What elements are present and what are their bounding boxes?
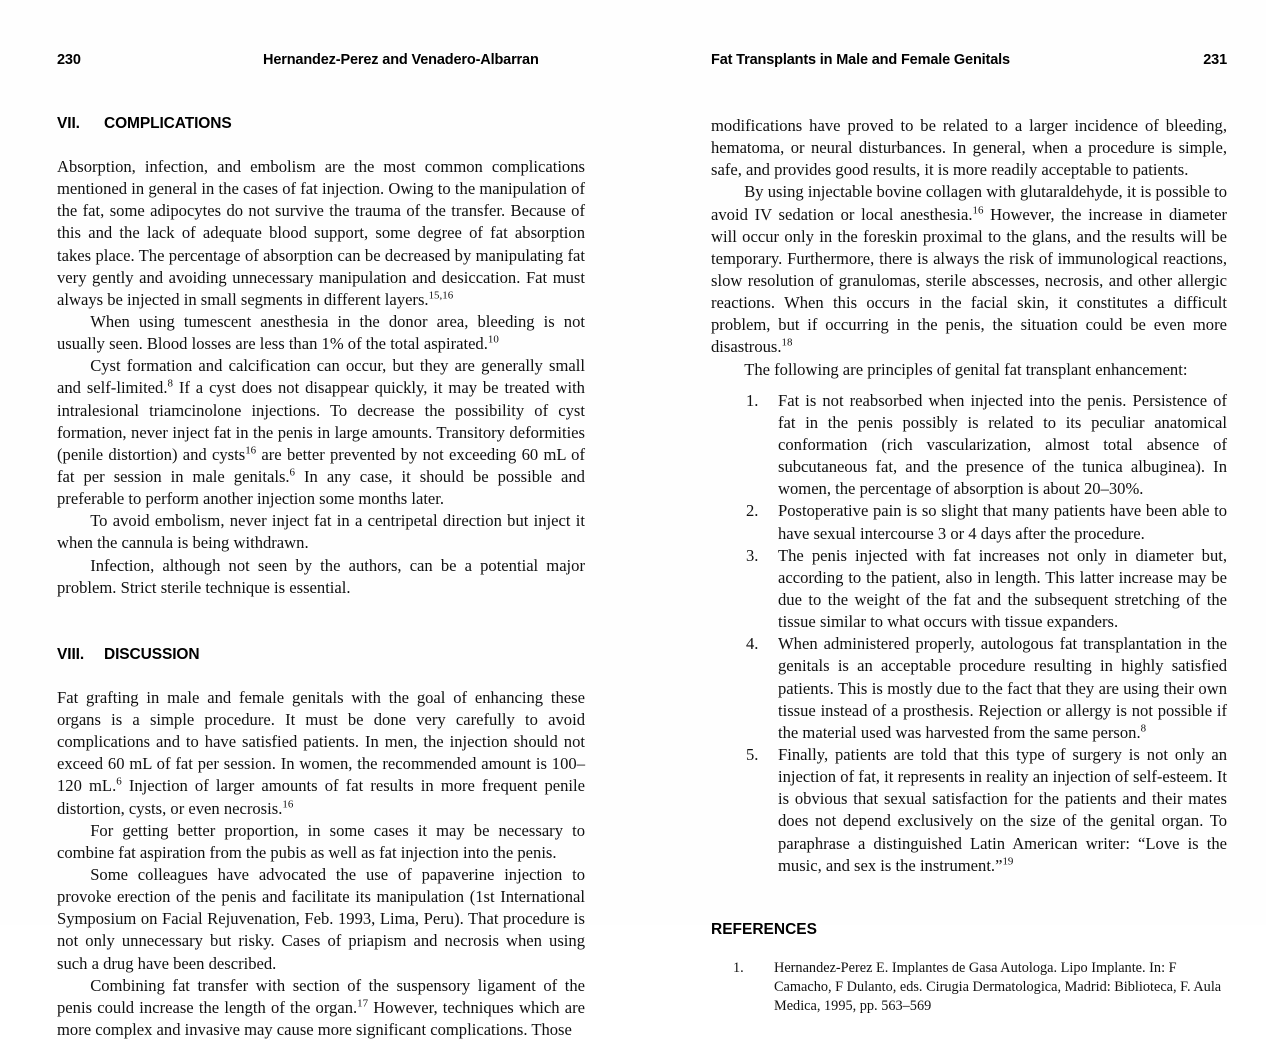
paragraph-suspensory-ligament-text-b: However, techniques which are more complex and invasive may cause more significant complications. Those: [57, 997, 585, 1039]
paragraph-modifications: modifications have proved to be related to a larger incidence of bleeding, hematoma, or neural disturbances. In general, when a procedure is simple, safe, and provides good results, it is more readily acceptable to patients.: [711, 116, 1227, 180]
paragraph-infection: Infection, although not seen by the authors, can be a potential major problem. Strict sterile technique is essential.: [57, 555, 585, 597]
list-item-marker: 1.: [746, 390, 759, 410]
paragraph-cyst-text-c: are better prevented by not exceeding 60 mL of fat per session in male genitals.: [57, 444, 585, 486]
paragraph-cyst: [57, 355, 585, 510]
paragraph-fat-grafting-text-b: Injection of larger amounts of fat results in more frequent penile distortion, cysts, or even necrosis.: [57, 776, 586, 818]
paragraph-proportion: For getting better proportion, in some cases it may be necessary to combine fat aspiration from the pubis as well as fat injection into the penis.: [57, 820, 585, 862]
paragraph-fat-grafting-text-a: Fat grafting in male and female genitals with the goal of enhancing these organs is a simple procedure. It must be done very carefully to avoid complications and to have satisfied patients. In men, the injection should not exceed 60 mL of fat per session. In women, the recommended amount is 100–120 mL.: [57, 687, 585, 796]
list-item-marker: 4.: [746, 634, 759, 654]
paragraph-fat-grafting: [57, 687, 585, 820]
footnote-ref-15-16: 15,16: [428, 289, 454, 302]
list-item-footnote-ref: 19: [1002, 855, 1014, 868]
list-item: [711, 545, 1227, 634]
footnote-ref-18: 18: [781, 336, 793, 349]
list-item-text: Postoperative pain is so slight that many patients have been able to have sexual intercourse 3 or 4 days after the procedure.: [778, 501, 1227, 543]
list-item: [711, 390, 1227, 501]
running-title-left: Hernandez-Perez and Venadero-Albarran: [263, 52, 539, 68]
right-page: [633, 0, 1266, 1014]
reference-item-marker: 1.: [733, 959, 744, 976]
paragraph-cyst-text-b: If a cyst does not disappear quickly, it may be treated with intralesional triamcinolone injections. To decrease the possibility of cyst formation, never inject fat in the penis in large amounts. Transitory deformities (penile distortion) and cysts: [57, 378, 585, 464]
page-number-right: 231: [1203, 52, 1227, 68]
paragraph-cyst-text-d: In any case, it should be possible and preferable to perform another injection some months later.: [57, 466, 585, 509]
paragraph-suspensory-ligament: [57, 975, 585, 1041]
list-item: [711, 744, 1227, 877]
section-numeral-vii: VII.: [57, 115, 80, 132]
paragraph-bovine-collagen-text-b: However, the increase in diameter will occur only in the foreskin proximal to the glans, and the results will be temporary. Furthermore, there is always the risk of immunological reactions, slow resolution of granulomas, sterile abscesses, necrosis, and other allergic reactions. When this occurs in the facial skin, it constitutes a difficult problem, but if occurring in the penis, the situation could be even more disastrous.: [711, 204, 1227, 357]
footnote-ref-16b: 16: [282, 797, 294, 810]
references-section: [711, 921, 1227, 1016]
footnote-ref-16: 16: [245, 444, 257, 457]
running-head-right: [711, 52, 1227, 74]
principles-list: [711, 390, 1227, 877]
footnote-ref-6b: 6: [116, 775, 122, 788]
references-heading: REFERENCES: [711, 920, 817, 938]
reference-item-text: Hernandez-Perez E. Implantes de Gasa Autologa. Lipo Implante. In: F Camacho, F Dulanto, eds. Cirugia Dermatologica, Madrid: Biblioteca, F. Aula Medica, 1995, pp. 563–569: [774, 959, 1222, 1014]
list-item-text: Finally, patients are told that this type of surgery is not only an injection of fat, it represents in reality an injection of self-esteem. It is obvious that sexual satisfaction for the patients and their mates does not depend exclusively on the size of the genital organ. To paraphrase a distinguished Latin American writer: “Love is the music, and sex is the instrument.”: [778, 744, 1227, 875]
paragraph-bovine-collagen-text-a: By using injectable bovine collagen with glutaraldehyde, it is possible to avoid IV sedation or local anesthesia.: [711, 182, 1227, 224]
list-item-text: Fat is not reabsorbed when injected into the penis. Persistence of fat in the penis possibly is related to its peculiar anatomical conformation (rich vascularization, almost total absence of subcutaneous fat, and the presence of the tunica albuginea). In women, the percentage of absorption is about 20–30%.: [778, 390, 1227, 499]
list-item: [711, 633, 1227, 744]
list-item-marker: 5.: [746, 744, 759, 764]
paragraph-absorption: [57, 156, 585, 311]
paragraph-bovine-collagen: [711, 181, 1227, 358]
section-title-discussion: DISCUSSION: [104, 645, 200, 663]
footnote-ref-10: 10: [487, 333, 499, 346]
paragraph-embolism: To avoid embolism, never inject fat in a centripetal direction but inject it when the cannula is being withdrawn.: [57, 511, 585, 553]
reference-item: [711, 959, 1227, 1016]
list-item: [711, 500, 1227, 544]
paragraph-absorption-text: Absorption, infection, and embolism are the most common complications mentioned in general in the cases of fat injection. Owing to the manipulation of the fat, some adipocytes do not survive the trauma of the transfer. Because of this and the lack of adequate blood support, some degree of fat absorption takes place. The percentage of absorption can be decreased by manipulating fat very gently and avoiding unnecessary manipulation and desiccation. Fat must always be injected in small segments in different layers.: [57, 157, 585, 309]
paragraph-tumescent-text: When using tumescent anesthesia in the donor area, bleeding is not usually seen. Blood losses are less than 1% of the total aspirated.: [57, 311, 585, 354]
footnote-ref-16c: 16: [972, 204, 984, 217]
references-list: [711, 959, 1227, 1016]
paragraph-papaverine: Some colleagues have advocated the use of papaverine injection to provoke erection of the penis and facilitate its manipulation (1st International Symposium on Facial Rejuvenation, Feb. 1993, Lima, Peru). That procedure is not only unnecessary but risky. Cases of priapism and necrosis when using such a drug have been described.: [57, 864, 585, 973]
section-heading-discussion: [57, 646, 585, 664]
paragraph-suspensory-ligament-text-a: Combining fat transfer with section of the suspensory ligament of the penis could increase the length of the organ.: [57, 975, 585, 1017]
section-title-complications: COMPLICATIONS: [104, 115, 232, 132]
paragraph-cyst-text-a: Cyst formation and calcification can occur, but they are generally small and self-limited.: [57, 356, 585, 398]
section-numeral-viii: VIII.: [57, 645, 85, 663]
list-item-text: The penis injected with fat increases not only in diameter but, according to the patient, also in length. This latter increase may be due to the weight of the fat and the subsequent stretching of the tissue similar to what occurs with tissue expanders.: [778, 545, 1227, 632]
list-item-marker: 2.: [746, 501, 759, 521]
page-number-left: 230: [57, 52, 81, 68]
footnote-ref-6: 6: [289, 466, 296, 479]
footnote-ref-8: 8: [167, 377, 173, 390]
left-page: [0, 0, 633, 1039]
running-head-left: [57, 52, 585, 74]
section-heading-complications: [57, 115, 585, 133]
list-item-marker: 3.: [746, 545, 759, 565]
running-title-right: Fat Transplants in Male and Female Genitals: [711, 52, 1010, 68]
footnote-ref-17: 17: [357, 997, 369, 1010]
paragraph-principles-intro: The following are principles of genital fat transplant enhancement:: [744, 359, 1188, 379]
list-item-text: When administered properly, autologous fat transplantation in the genitals is an acceptable procedure resulting in highly satisfied patients. This is mostly due to the fact that they are using their own tissue instead of a prosthesis. Rejection or allergy is not possible if the material used was harvested from the same person.: [778, 634, 1227, 742]
list-item-footnote-ref: 8: [1140, 722, 1147, 735]
paragraph-tumescent: [57, 311, 585, 355]
